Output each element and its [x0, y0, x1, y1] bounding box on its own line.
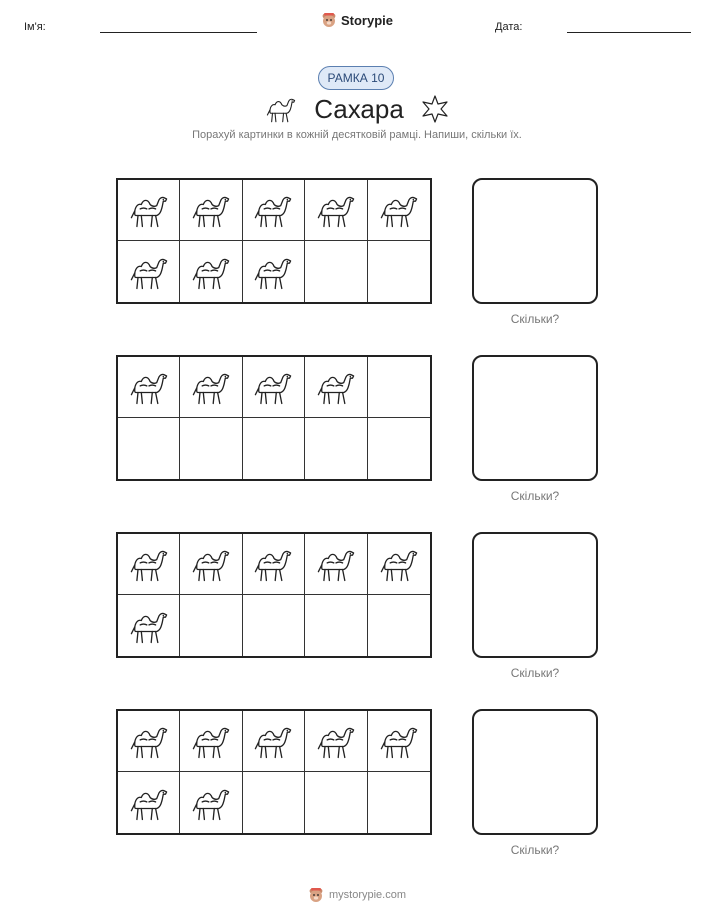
answer-label: Скільки? — [510, 666, 560, 680]
answer-label: Скільки? — [510, 312, 560, 326]
frame-cell — [305, 418, 367, 479]
camel-icon — [314, 188, 358, 232]
frame-cell — [368, 534, 430, 595]
frame-cell — [180, 711, 242, 772]
frame-cell — [243, 241, 305, 302]
date-label: Дата: — [495, 21, 523, 33]
camel-icon — [189, 719, 233, 763]
camel-icon — [127, 188, 171, 232]
camel-icon — [127, 604, 171, 648]
frame-cell — [118, 772, 180, 833]
camel-icon — [251, 542, 295, 586]
frame-badge: РАМКА 10 — [318, 66, 394, 90]
frame-cell — [118, 534, 180, 595]
camel-icon — [314, 542, 358, 586]
camel-icon — [127, 250, 171, 294]
frame-cell — [243, 180, 305, 241]
footer-url[interactable]: mystorypie.com — [328, 889, 407, 901]
frame-cell — [180, 595, 242, 656]
frame-cell — [118, 241, 180, 302]
frame-cell — [368, 711, 430, 772]
camel-icon — [189, 781, 233, 825]
frame-cell — [368, 241, 430, 302]
camel-icon — [314, 365, 358, 409]
frame-cell — [243, 772, 305, 833]
title-row — [0, 92, 714, 126]
camel-icon — [251, 719, 295, 763]
bear-logo-icon — [321, 12, 337, 28]
answer-label: Скільки? — [510, 843, 560, 857]
frame-cell — [305, 180, 367, 241]
frame-cell — [180, 534, 242, 595]
name-label: Ім'я: — [24, 21, 46, 33]
frame-cell — [305, 534, 367, 595]
frame-cell — [368, 180, 430, 241]
frame-cell — [180, 357, 242, 418]
answer-box-2[interactable] — [472, 355, 598, 481]
camel-icon — [251, 250, 295, 294]
frame-cell — [243, 418, 305, 479]
camel-icon — [127, 781, 171, 825]
bear-logo-icon — [308, 887, 324, 903]
frame-cell — [305, 595, 367, 656]
camel-icon — [251, 365, 295, 409]
frame-cell — [180, 241, 242, 302]
frame-cell — [243, 357, 305, 418]
camel-icon — [251, 188, 295, 232]
page-title: Сахара — [314, 93, 404, 124]
camel-icon — [377, 188, 421, 232]
frame-cell — [180, 418, 242, 479]
frame-cell — [305, 241, 367, 302]
frame-cell — [305, 772, 367, 833]
frame-cell — [118, 595, 180, 656]
sun-icon — [420, 94, 450, 124]
camel-icon — [189, 542, 233, 586]
instructions: Порахуй картинки в кожній десятковій рамці. Напиши, скільки їх. — [192, 129, 522, 141]
frame-cell — [243, 534, 305, 595]
camel-icon — [377, 719, 421, 763]
frame-cell — [118, 180, 180, 241]
ten-frame-4 — [116, 709, 432, 835]
camel-icon — [189, 188, 233, 232]
answer-box-4[interactable] — [472, 709, 598, 835]
ten-frame-1 — [116, 178, 432, 304]
camel-icon — [127, 542, 171, 586]
frame-cell — [118, 711, 180, 772]
date-line[interactable] — [567, 32, 691, 33]
frame-cell — [180, 772, 242, 833]
frame-cell — [118, 418, 180, 479]
ten-frame-3 — [116, 532, 432, 658]
frame-cell — [243, 711, 305, 772]
camel-icon — [127, 719, 171, 763]
frame-cell — [243, 595, 305, 656]
name-line[interactable] — [100, 32, 257, 33]
camel-icon — [314, 719, 358, 763]
footer — [0, 887, 714, 903]
camel-icon — [189, 250, 233, 294]
frame-cell — [118, 357, 180, 418]
camel-icon — [264, 92, 298, 126]
frame-cell — [368, 595, 430, 656]
frame-cell — [368, 772, 430, 833]
frame-cell — [305, 711, 367, 772]
frame-cell — [180, 180, 242, 241]
answer-box-3[interactable] — [472, 532, 598, 658]
answer-label: Скільки? — [510, 489, 560, 503]
camel-icon — [189, 365, 233, 409]
frame-cell — [305, 357, 367, 418]
frame-cell — [368, 418, 430, 479]
frame-cell — [368, 357, 430, 418]
ten-frame-2 — [116, 355, 432, 481]
camel-icon — [377, 542, 421, 586]
answer-box-1[interactable] — [472, 178, 598, 304]
brand-logo — [0, 12, 714, 28]
camel-icon — [127, 365, 171, 409]
brand-name: Storypie — [340, 12, 393, 28]
